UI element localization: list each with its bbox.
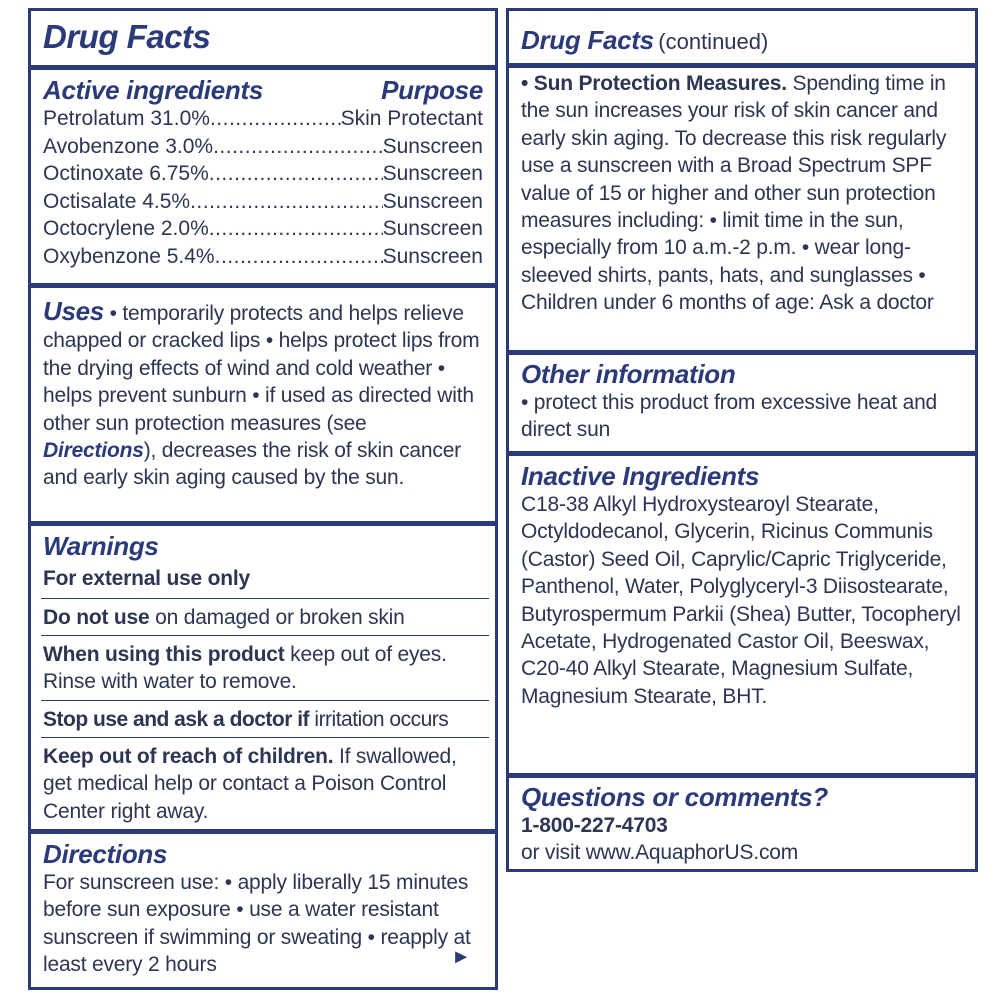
do-not-use-label: Do not use [43, 606, 150, 629]
uses-text-b: ), decreases the risk of skin cancer and early skin aging caused by the sun. [43, 439, 461, 490]
active-ingredient-row [43, 105, 483, 133]
phone-number: 1-800-227-4703 [521, 814, 668, 837]
keep-out-label: Keep out of reach of children. [43, 745, 334, 768]
drug-facts-panel-right [506, 8, 978, 872]
ingredient-name: Octocrylene 2.0% [43, 217, 209, 240]
ingredient-purpose: Sunscreen [382, 134, 483, 158]
keep-out-section [31, 743, 495, 825]
ingredient-name: Octinoxate 6.75% [43, 162, 209, 185]
inactive-ingredients-section [509, 461, 975, 710]
divider [509, 350, 975, 355]
divider [31, 521, 495, 526]
continue-arrow-icon: ► [451, 946, 471, 968]
sun-protection-section [509, 70, 975, 317]
ingredient-purpose: Sunscreen [382, 162, 483, 185]
active-ingredient-row [43, 243, 483, 271]
ingredient-purpose: Skin Protectant [340, 107, 483, 130]
questions-heading: Questions or comments? [521, 782, 828, 812]
ingredient-purpose: Sunscreen [382, 217, 483, 240]
active-ingredient-row [43, 133, 483, 161]
warnings-section [31, 531, 495, 592]
active-ingredient-row [43, 215, 483, 243]
ingredient-purpose: Sunscreen [382, 189, 483, 213]
warnings-heading: Warnings [43, 531, 159, 561]
do-not-use-section [31, 604, 495, 631]
uses-text-a: • temporarily protects and helps relieve chapped or cracked lips • helps protect lips from the drying effects of wind and cold weather • helps prevent sunburn • if used as directed with other sun protection measures (see [43, 302, 480, 435]
stop-use-label: Stop use and ask a doctor if [43, 708, 310, 731]
divider [31, 65, 495, 70]
inactive-ingredients-text: C18-38 Alkyl Hydroxystearoyl Stearate, Octyldodecanol, Glycerin, Ricinus Communis (Castor) Seed Oil, Caprylic/Capric Triglyceride, Panthenol, Water, Polyglyceryl-3 Diisostearate, Butyrospermum Parkii (Shea) Butter, Tocopheryl Acetate, Hydrogenated Castor Oil, Beeswax, C20-40 Alkyl Stearate, Magnesium Sulfate, Magnesium Stearate, BHT. [521, 493, 961, 708]
uses-directions-ref: Directions [43, 439, 144, 463]
leader-dots [213, 133, 383, 161]
divider [31, 283, 495, 288]
ingredient-name: Avobenzone 3.0% [43, 134, 214, 158]
uses-heading: Uses [43, 296, 104, 326]
questions-section [509, 782, 975, 867]
active-ingredients-section [31, 75, 495, 270]
ingredient-purpose: Sunscreen [382, 244, 483, 268]
leader-dots [215, 243, 383, 271]
divider [41, 635, 489, 636]
divider [41, 700, 489, 701]
divider [41, 737, 489, 738]
active-ingredients-list [43, 105, 483, 270]
other-information-text: • protect this product from excessive heat and direct sun [521, 391, 938, 442]
drug-facts-title-continued: Drug Facts [521, 25, 654, 55]
directions-heading: Directions [43, 839, 168, 869]
divider [41, 598, 489, 599]
drug-facts-panel-left [28, 8, 498, 990]
sun-protection-text: Spending time in the sun increases your risk of skin cancer and early skin aging. To decrease this risk regularly use a sunscreen with a Broad Spectrum SPF value of 15 or higher and other sun protection measures including: • limit time in the sun, especially from 10 a.m.-2 p.m. • wear long-sleeved shirts, pants, hats, and sunglasses • Children under 6 months of age: Ask a doctor [521, 72, 947, 315]
directions-section [31, 839, 495, 979]
stop-use-text: irritation occurs [309, 708, 449, 731]
ingredient-name: Petrolatum 31.0% [43, 107, 210, 130]
active-ingredient-row [43, 160, 483, 188]
leader-dots [209, 160, 383, 188]
when-using-text: keep out of eyes. Rinse with water to remove. [43, 643, 447, 694]
when-using-label: When using this product [43, 643, 285, 666]
leader-dots [210, 105, 341, 133]
ingredient-name: Oxybenzone 5.4% [43, 244, 215, 268]
divider [509, 63, 975, 68]
other-information-heading: Other information [521, 359, 736, 389]
drug-facts-title: Drug Facts [43, 18, 211, 55]
website-line: or visit www.AquaphorUS.com [521, 841, 799, 865]
sun-protection-label: • Sun Protection Measures. [521, 72, 787, 95]
active-ingredients-header [43, 75, 483, 105]
when-using-section [31, 641, 495, 696]
external-use-line: For external use only [43, 567, 251, 590]
active-ingredients-heading: Active ingredients [43, 75, 263, 105]
active-ingredient-row [43, 188, 483, 216]
divider [31, 829, 495, 834]
divider [509, 451, 975, 456]
divider [509, 773, 975, 778]
keep-out-text: If swallowed, get medical help or contact a Poison Control Center right away. [43, 745, 457, 823]
purpose-heading: Purpose [381, 75, 483, 105]
drug-facts-title-section [31, 17, 495, 57]
leader-dots [209, 215, 383, 243]
ingredient-name: Octisalate 4.5% [43, 189, 191, 213]
leader-dots [190, 188, 383, 216]
directions-text: For sunscreen use: • apply liberally 15 minutes before sun exposure • use a water resistant sunscreen if swimming or sweating • reapply at least every 2 hours [43, 871, 471, 977]
uses-section [31, 296, 495, 492]
stop-use-section [31, 706, 495, 733]
do-not-use-text: on damaged or broken skin [149, 606, 405, 629]
continued-label: (continued) [658, 29, 769, 54]
other-information-section [509, 359, 975, 444]
drug-facts-continued-title-section [509, 25, 975, 55]
inactive-ingredients-heading: Inactive Ingredients [521, 461, 760, 491]
